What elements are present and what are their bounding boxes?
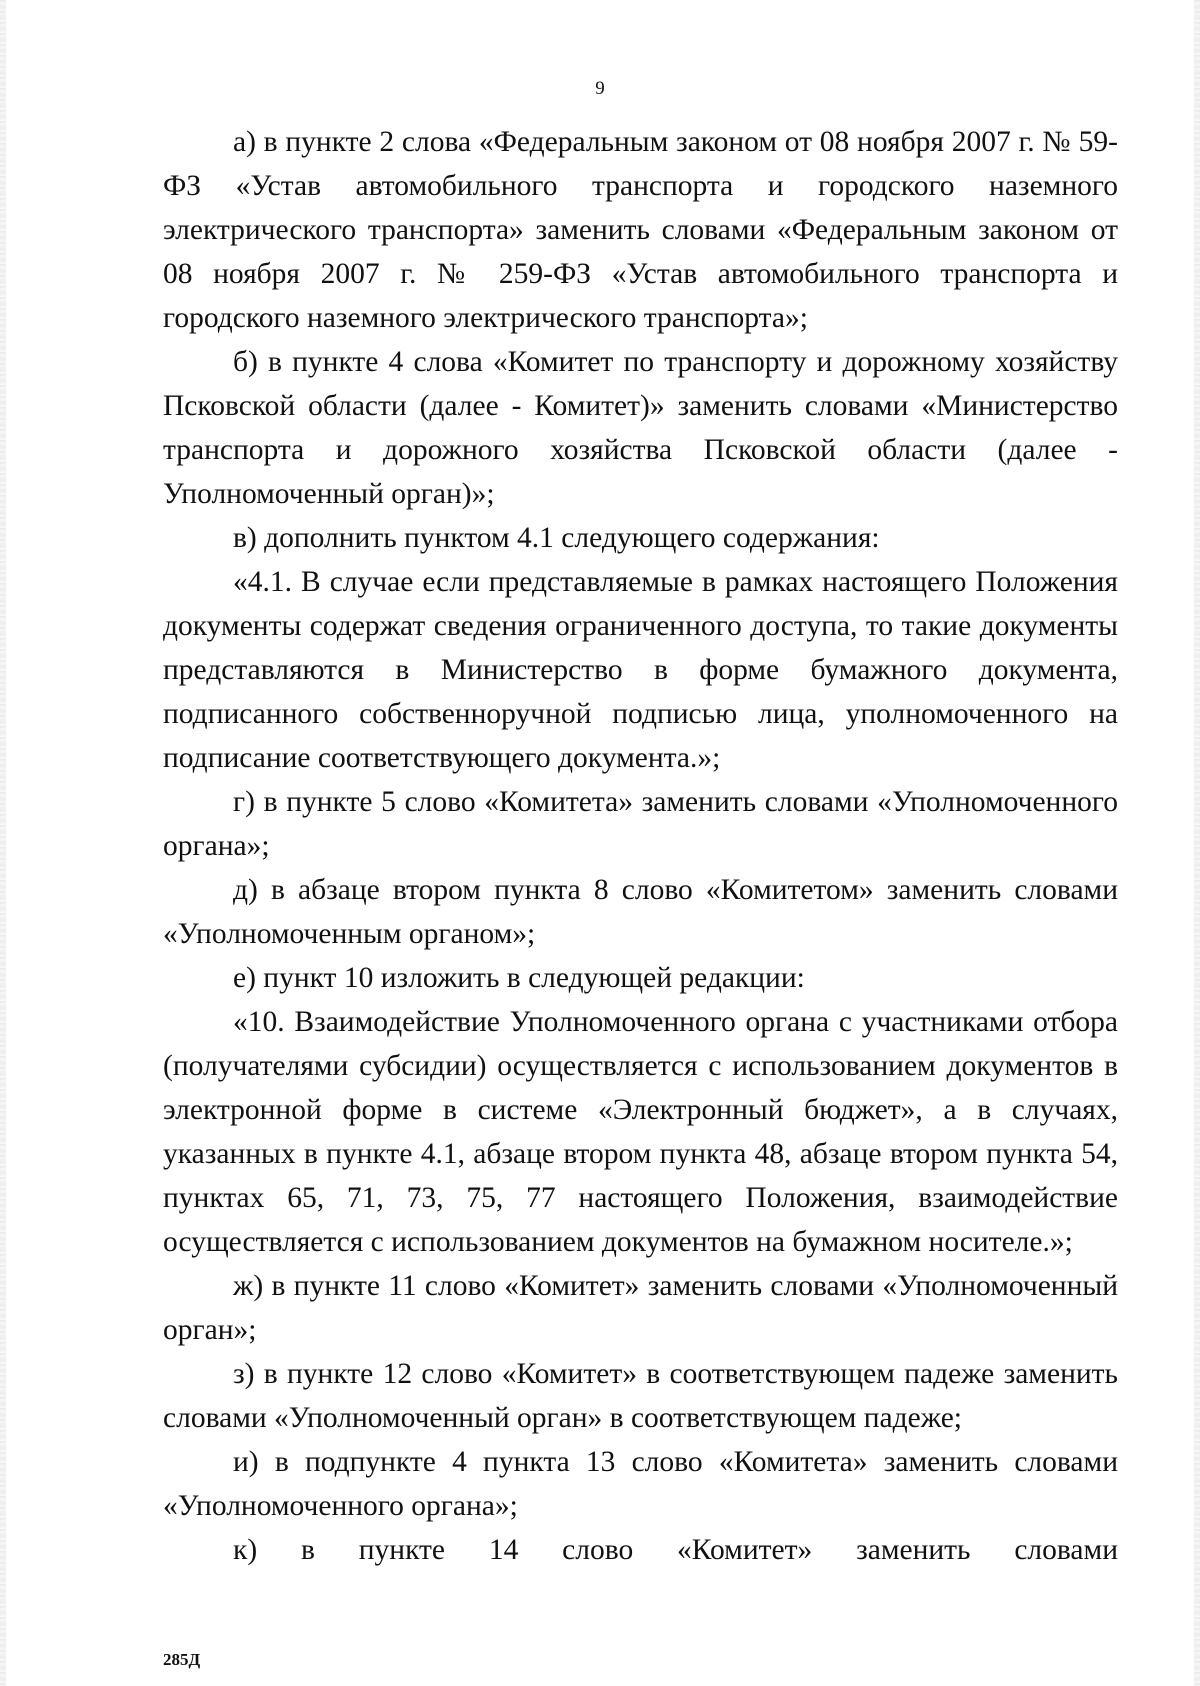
scan-edge-right — [1194, 0, 1200, 1686]
document-body — [163, 120, 1118, 1572]
paragraph-e: е) пункт 10 изложить в следующей редакции: — [233, 962, 805, 994]
paragraph-b: б) в пункте 4 слова «Комитет по транспорту и дорожному хозяйству Псковской области (далее - Комитет)» заменить словами «Министерство транспорта и дорожного хозяйства Псковской области (далее - Уполномоченный орган)»; — [163, 346, 1118, 510]
paragraph-4-1-text: «4.1. В случае если представляемые в рамках настоящего Положения документы содержат сведения ограниченного доступа, то такие документы представляются в Министерство в форме бумажного документа, подписанного собственноручной подписью лица, уполномоченного на подписание соответствующего документа.»; — [163, 566, 1118, 774]
paragraph-zh: ж) в пункте 11 слово «Комитет» заменить словами «Уполномоченный орган»; — [163, 1270, 1118, 1346]
paragraph-i: и) в подпункте 4 пункта 13 слово «Комитета» заменить словами «Уполномоченного органа»; — [163, 1446, 1118, 1522]
paragraph-z: з) в пункте 12 слово «Комитет» в соответствующем падеже заменить словами «Уполномоченный орган» в соответствующем падеже; — [163, 1358, 1118, 1434]
document-code: 285Д — [163, 1650, 201, 1669]
page-number: 9 — [595, 78, 605, 99]
paragraph-a: а) в пункте 2 слова «Федеральным законом от 08 ноября 2007 г. № 59-ФЗ «Устав автомобильного транспорта и городского наземного электрического транспорта» заменить словами «Федеральным законом от 08 ноября 2007 г. № 259-ФЗ «Устав автомобильного транспорта и городского наземного электрического транспорта»; — [163, 126, 1118, 334]
scan-edge-left — [0, 0, 6, 1686]
paragraph-v: в) дополнить пунктом 4.1 следующего содержания: — [233, 522, 880, 554]
paragraph-d: д) в абзаце втором пункта 8 слово «Комитетом» заменить словами «Уполномоченным органом»; — [163, 874, 1118, 950]
paragraph-10-text: «10. Взаимодействие Уполномоченного органа с участниками отбора (получателями субсидии) осуществляется с использованием документов в электронной форме в системе «Электронный бюджет», а в случаях, указанных в пункте 4.1, абзаце втором пункта 48, абзаце втором пункта 54, пунктах 65, 71, 73, 75, 77 настоящего Положения, взаимодействие осуществляется с использованием документов на бумажном носителе.»; — [163, 1006, 1118, 1258]
paragraph-k: к) в пункте 14 слово «Комитет» заменить словами — [233, 1534, 1118, 1566]
paragraph-g: г) в пункте 5 слово «Комитета» заменить словами «Уполномоченного органа»; — [163, 786, 1118, 862]
